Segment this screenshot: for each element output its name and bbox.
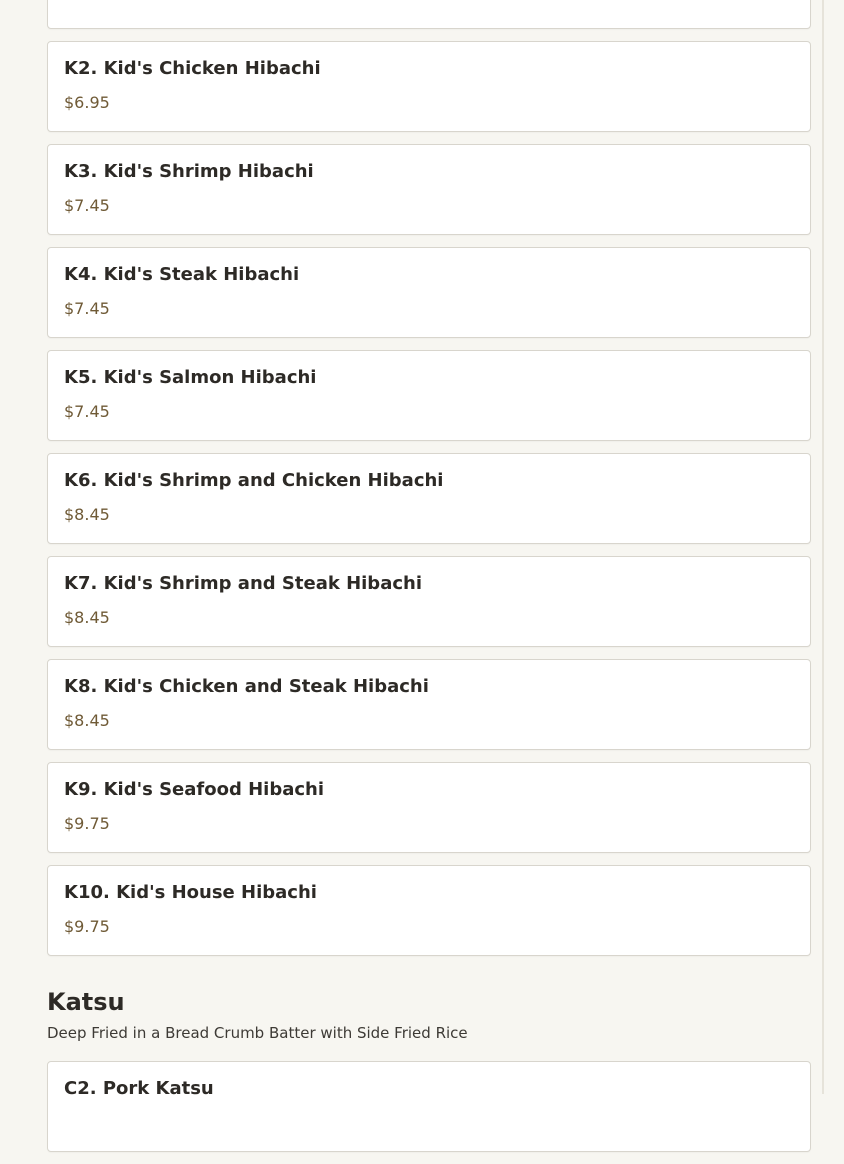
item-price: $9.75 xyxy=(64,917,110,936)
item-price: $8.45 xyxy=(64,608,110,627)
menu-item-card[interactable] xyxy=(47,865,811,956)
menu-item-card[interactable] xyxy=(47,350,811,441)
item-name: K4. Kid's Steak Hibachi xyxy=(64,264,300,285)
menu-item-card[interactable] xyxy=(47,0,811,29)
item-name: K2. Kid's Chicken Hibachi xyxy=(64,58,321,79)
menu-item-card[interactable] xyxy=(47,659,811,750)
item-name: K6. Kid's Shrimp and Chicken Hibachi xyxy=(64,470,444,491)
item-price: $8.45 xyxy=(64,505,110,524)
item-name: K9. Kid's Seafood Hibachi xyxy=(64,779,325,800)
menu-section-katsu xyxy=(47,988,811,1152)
item-name: K5. Kid's Salmon Hibachi xyxy=(64,367,317,388)
menu-item-card[interactable] xyxy=(47,762,811,853)
item-price: $9.75 xyxy=(64,814,110,833)
menu-list xyxy=(47,0,811,1164)
item-price: $7.45 xyxy=(64,402,110,421)
item-price: $6.95 xyxy=(64,93,110,112)
menu-item-card[interactable] xyxy=(47,144,811,235)
menu-item-card[interactable] xyxy=(47,41,811,132)
panel-divider xyxy=(822,0,824,1094)
item-name: K8. Kid's Chicken and Steak Hibachi xyxy=(64,676,429,697)
section-description: Deep Fried in a Bread Crumb Batter with Side Fried Rice xyxy=(47,1024,468,1042)
item-price: $7.45 xyxy=(64,299,110,318)
menu-item-card[interactable] xyxy=(47,453,811,544)
item-price: $7.45 xyxy=(64,196,110,215)
item-name: K10. Kid's House Hibachi xyxy=(64,882,317,903)
item-name: K3. Kid's Shrimp Hibachi xyxy=(64,161,314,182)
menu-item-card[interactable] xyxy=(47,1061,811,1152)
item-name: C2. Pork Katsu xyxy=(64,1078,214,1099)
menu-item-card[interactable] xyxy=(47,556,811,647)
section-title: Katsu xyxy=(47,988,125,1016)
menu-item-card[interactable] xyxy=(47,247,811,338)
item-name: K7. Kid's Shrimp and Steak Hibachi xyxy=(64,573,422,594)
item-price: $8.45 xyxy=(64,711,110,730)
